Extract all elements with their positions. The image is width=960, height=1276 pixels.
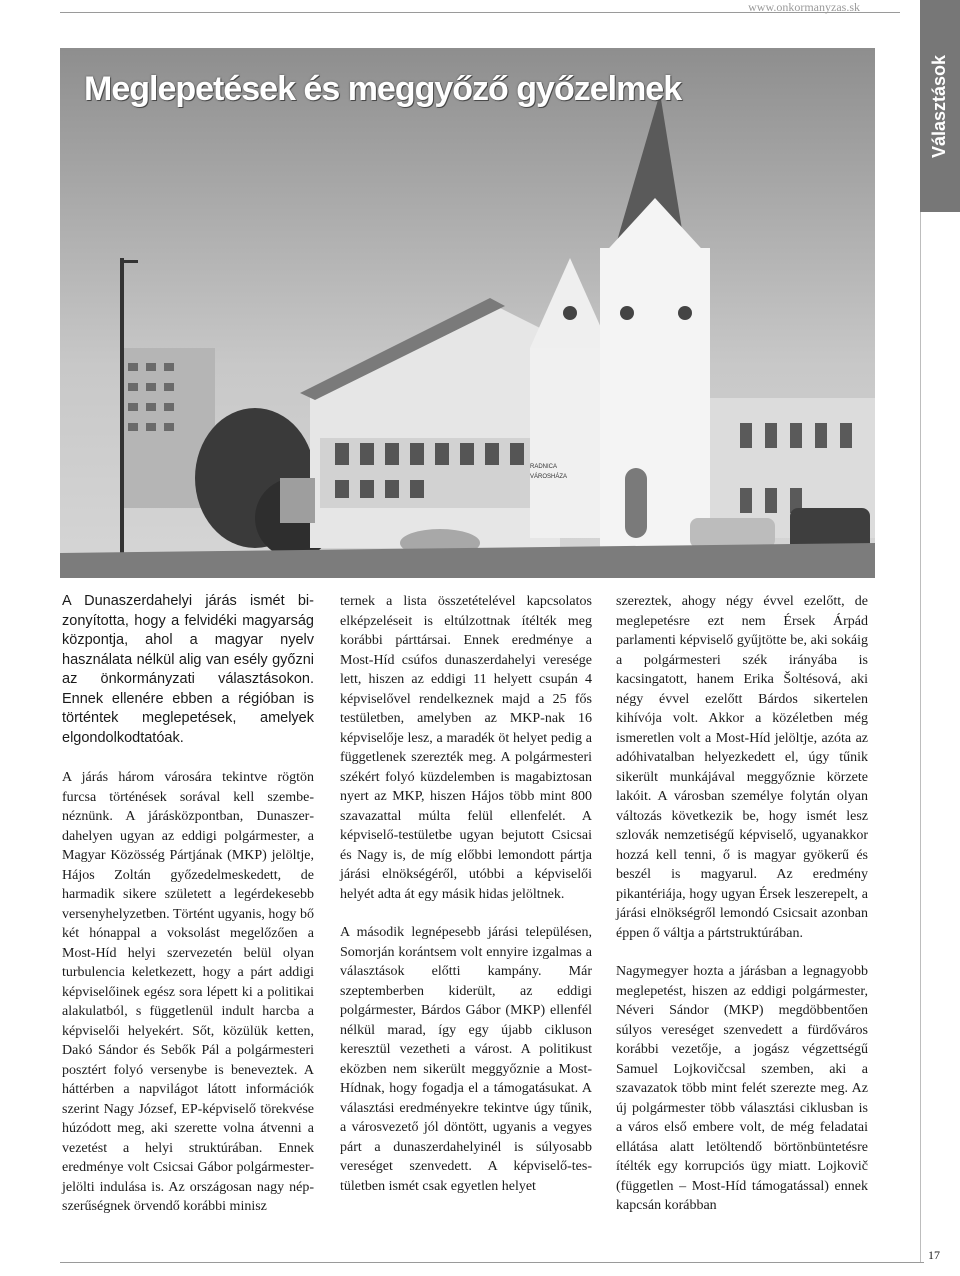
sign-radnica: RADNICA (530, 464, 558, 470)
section-tab-label: Választások (929, 54, 950, 158)
town-hall-photo (60, 48, 875, 578)
margin-rule (920, 212, 921, 1262)
body-paragraph: szereztek, ahogy négy évvel ezelőtt, de meglepetésre ezt nem Érsek Árpád parlamenti képviselő gyűjtötte be, aki sokáig a polgármesteri szék irányába is kacsingatott, hanem Erika Šoltésová, aki négy évvel ezelőtt Bárdos sikertelen kihívója volt. Akkor a közéletben még ismeretlen volt a Most-Híd jelöltje, azóta az adóhivatalban helyezkedett el, úgy tűnik sikerült munkájával meggyőznie körzete lakóit. A városban személye folytán olyan változás következik be, hogy ismét lesz szlovák nemzetiségű képviselő, ugyanakkor hozzá kell tenni, ő is magyar gyökerű és beszél is magyarul. Az eredmény pikantériája, hogy ugyan Érsek leszerepelt, a járási elnökségről lemondó Csicsait azonban éppen ő váltja a pártstruktúrában. (616, 594, 868, 941)
body-paragraph: Nagymegyer hozta a járásban a legnagyobb meglepetést, hiszen az eddigi polgármester, Néveri Sándor (MKP) megdöbbentően súlyos vereséget szenvedett a fürdőváros korábbi vezetője, a jogász végzettségű Samuel Lojkovičcsal szemben, aki a szavazatok több mint felét szerezte meg. Az új polgármester több választási ciklusban is a város első embere volt, de még feladatai ellátása alatt letöltendő börtönbüntetésre ítélték egy korrupciós ügy miatt. Lojkovič (független – Most-Híd támogatással) ennek kapcsán korábban (616, 964, 868, 1213)
footer-rule (60, 1262, 940, 1263)
section-tab (920, 0, 960, 212)
page-number: 17 (924, 1248, 940, 1263)
column-1 (62, 592, 314, 1217)
article-title: Meglepetések és meggyőző győzelmek (84, 70, 682, 108)
body-paragraph: ternek a lista összetételével kapcsolatos elképzeléseit is eltúlzottnak ítélték meg korábbi párttársai. Ennek eredménye a Most-Híd csúfos dunaszerdahelyi veresége lett, hiszen az eddigi 11 helyett csupán 4 képviselővel rendelkeznek majd a 25 fős testületben, amelyben az MKP-nak 16 képviselője lesz, a maradék öt helyet pedig a függetlenek szerezték meg. A polgármesteri székért folyó küzdelemben is magabiztosan nyert az MKP, hiszen Hájos több mint 800 szavazattal múlta felül ellenfelét. A képviselő-testületbe ugyan bejutott Csicsai és Nagy is, de míg előbbi lemondott pártja járási elnökségéről, utóbbi a képviselői helyét adta át egy másik hidas jelöltnek. (340, 594, 592, 902)
body-paragraph: A második legnépesebb járási településen, Somorján korántsem volt ennyire izgalmas a választások előtti kampány. Már szeptemberben kiderült, az eddigi polgármester, Bárdos Gábor (MKP) ellenfél nélkül marad, így egy újabb cikluson keresztül vezetheti a várost. A politikust eközben nem sikerült meggyőznie a Most-Hídnak, hogy fogadja el a támogatásukat. A választási eredményekre tekintve úgy tűnik, a városvezető jól döntött, ugyanis a vegyes párt a dunaszerdahelyinél is súlyosabb vereséget szenvedett. A képviselő-testületben ismét csak egyetlen helyet (340, 925, 592, 1194)
column-2 (340, 592, 592, 1196)
lead-paragraph: A Dunaszerdahelyi járás ismét bizonyította, hogy a felvidéki magyarság központja, ahol a magyar nyelv használata nélkül alig van esély győzni az önkormányzati választásokon. Ennek ellenére ebben a régióban is történtek meglepetések, amelyek elgondolkodtatóak. (62, 593, 314, 746)
body-paragraph: A járás három városára tekintve rögtön furcsa történések sorával kell szembenéznünk. A járásközpontban, Dunaszerdahelyen ugyan az eddigi polgármester, a Magyar Közösség Pártjának (MKP) jelöltje, Hájos Zoltán győzedelmeskedett, de harmadik sikere született a legérdekesebb versenyhelyzetben. Történt ugyanis, hogy bő két hónappal a voksolást megelőzően a Most-Híd helyi szervezetén belül olyan turbulencia keletkezett, hogy a párt addigi képviselőinek egész sora lépett ki a politikai alakulatból, s függetlenül indult harcba a képviselői helyekért. Sőt, közülük ketten, Dakó Sándor és Sebők Pál a polgármesteri posztért folyó versenybe is beneveztek. A háttérben a napvilágot látott információk szerint Nagy József, EP-képviselő törekvése húzódott meg, aki szerette volna átvenni a vezetést a helyi struktúrában. Ennek eredménye volt Csicsai Gábor polgármester-jelölti indulása is. Az országosan nagy népszerűségnek örvendő korábbi minisz (62, 770, 314, 1214)
site-url: www.onkormanyzas.sk (748, 0, 860, 14)
sign-varoshaza: VÁROSHÁZA (530, 474, 568, 480)
column-3 (616, 592, 868, 1216)
